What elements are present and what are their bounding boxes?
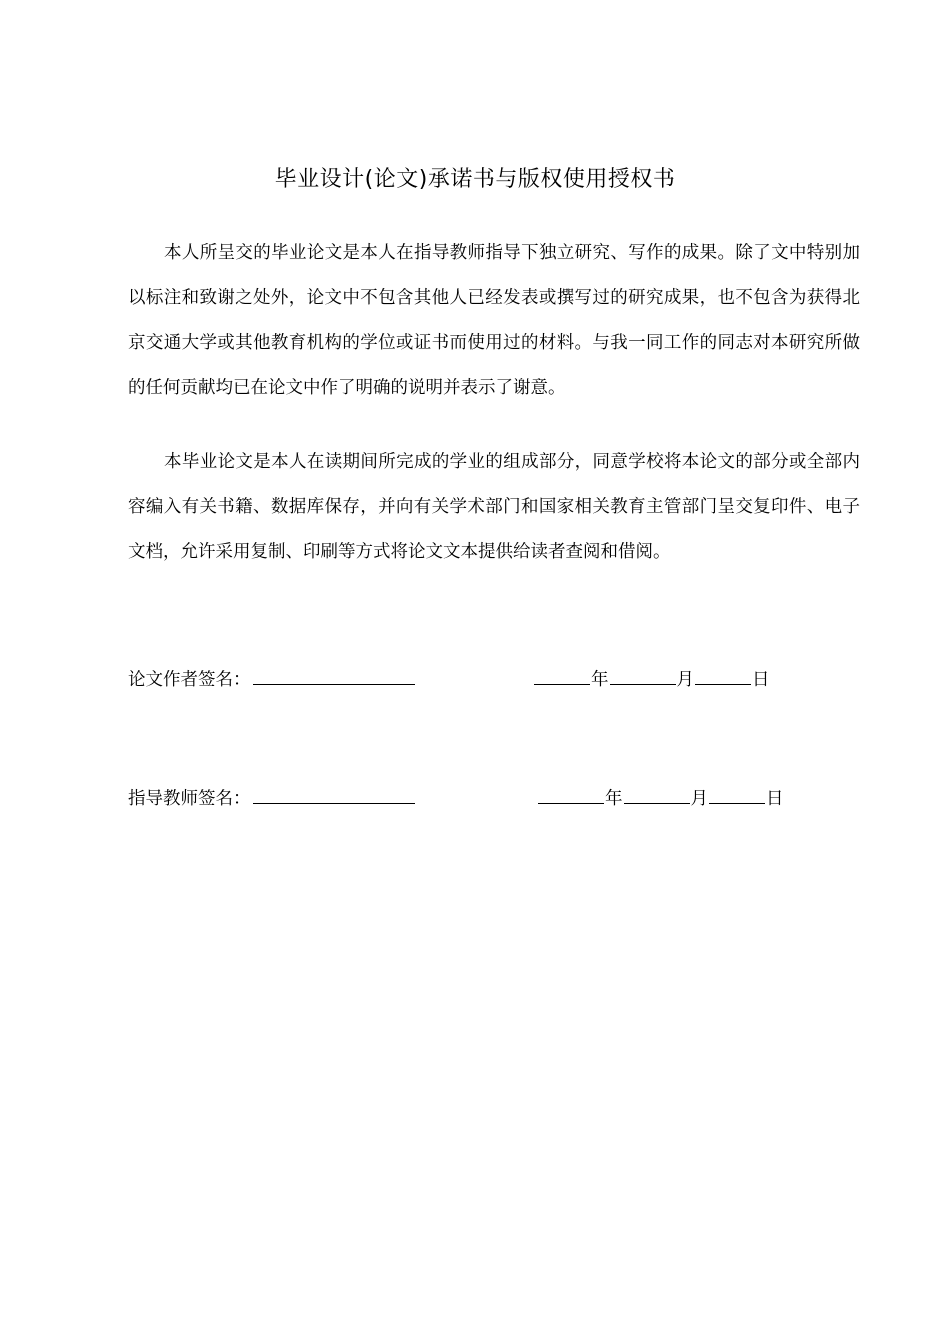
advisor-signature-label: 指导教师签名： xyxy=(128,789,251,809)
author-signature-field[interactable] xyxy=(253,662,415,685)
advisor-signature-field[interactable] xyxy=(253,781,415,804)
advisor-day-unit: 日 xyxy=(766,789,784,809)
advisor-month-unit: 月 xyxy=(690,789,708,809)
author-year-field[interactable] xyxy=(534,662,590,685)
document-title: 毕业设计(论文)承诺书与版权使用授权书 xyxy=(274,167,676,192)
author-signature-label: 论文作者签名： xyxy=(128,670,251,690)
advisor-year-field[interactable] xyxy=(538,781,604,804)
author-month-unit: 月 xyxy=(676,670,694,690)
author-day-field[interactable] xyxy=(695,662,751,685)
advisor-date xyxy=(538,781,785,813)
authorization-paragraph: 本毕业论文是本人在读期间所完成的学业的组成部分，同意学校将本论文的部分或全部内容编入有关书籍、数据库保存，并向有关学术部门和国家相关教育主管部门呈交复印件、电子文档，允许采用复制、印刷等方式将论文文本提供给读者查阅和借阅。 xyxy=(128,452,860,562)
commitment-paragraph: 本人所呈交的毕业论文是本人在指导教师指导下独立研究、写作的成果。除了文中特别加以标注和致谢之处外，论文中不包含其他人已经发表或撰写过的研究成果，也不包含为获得北京交通大学或其他教育机构的学位或证书而使用过的材料。与我一同工作的同志对本研究所做的任何贡献均已在论文中作了明确的说明并表示了谢意。 xyxy=(128,243,860,398)
author-year-unit: 年 xyxy=(591,670,609,690)
author-day-unit: 日 xyxy=(752,670,770,690)
advisor-day-field[interactable] xyxy=(709,781,765,804)
author-month-field[interactable] xyxy=(610,662,676,685)
advisor-month-field[interactable] xyxy=(624,781,690,804)
advisor-signature-row xyxy=(128,781,784,813)
author-signature-row xyxy=(128,662,770,694)
author-date xyxy=(534,662,771,694)
advisor-year-unit: 年 xyxy=(605,789,623,809)
